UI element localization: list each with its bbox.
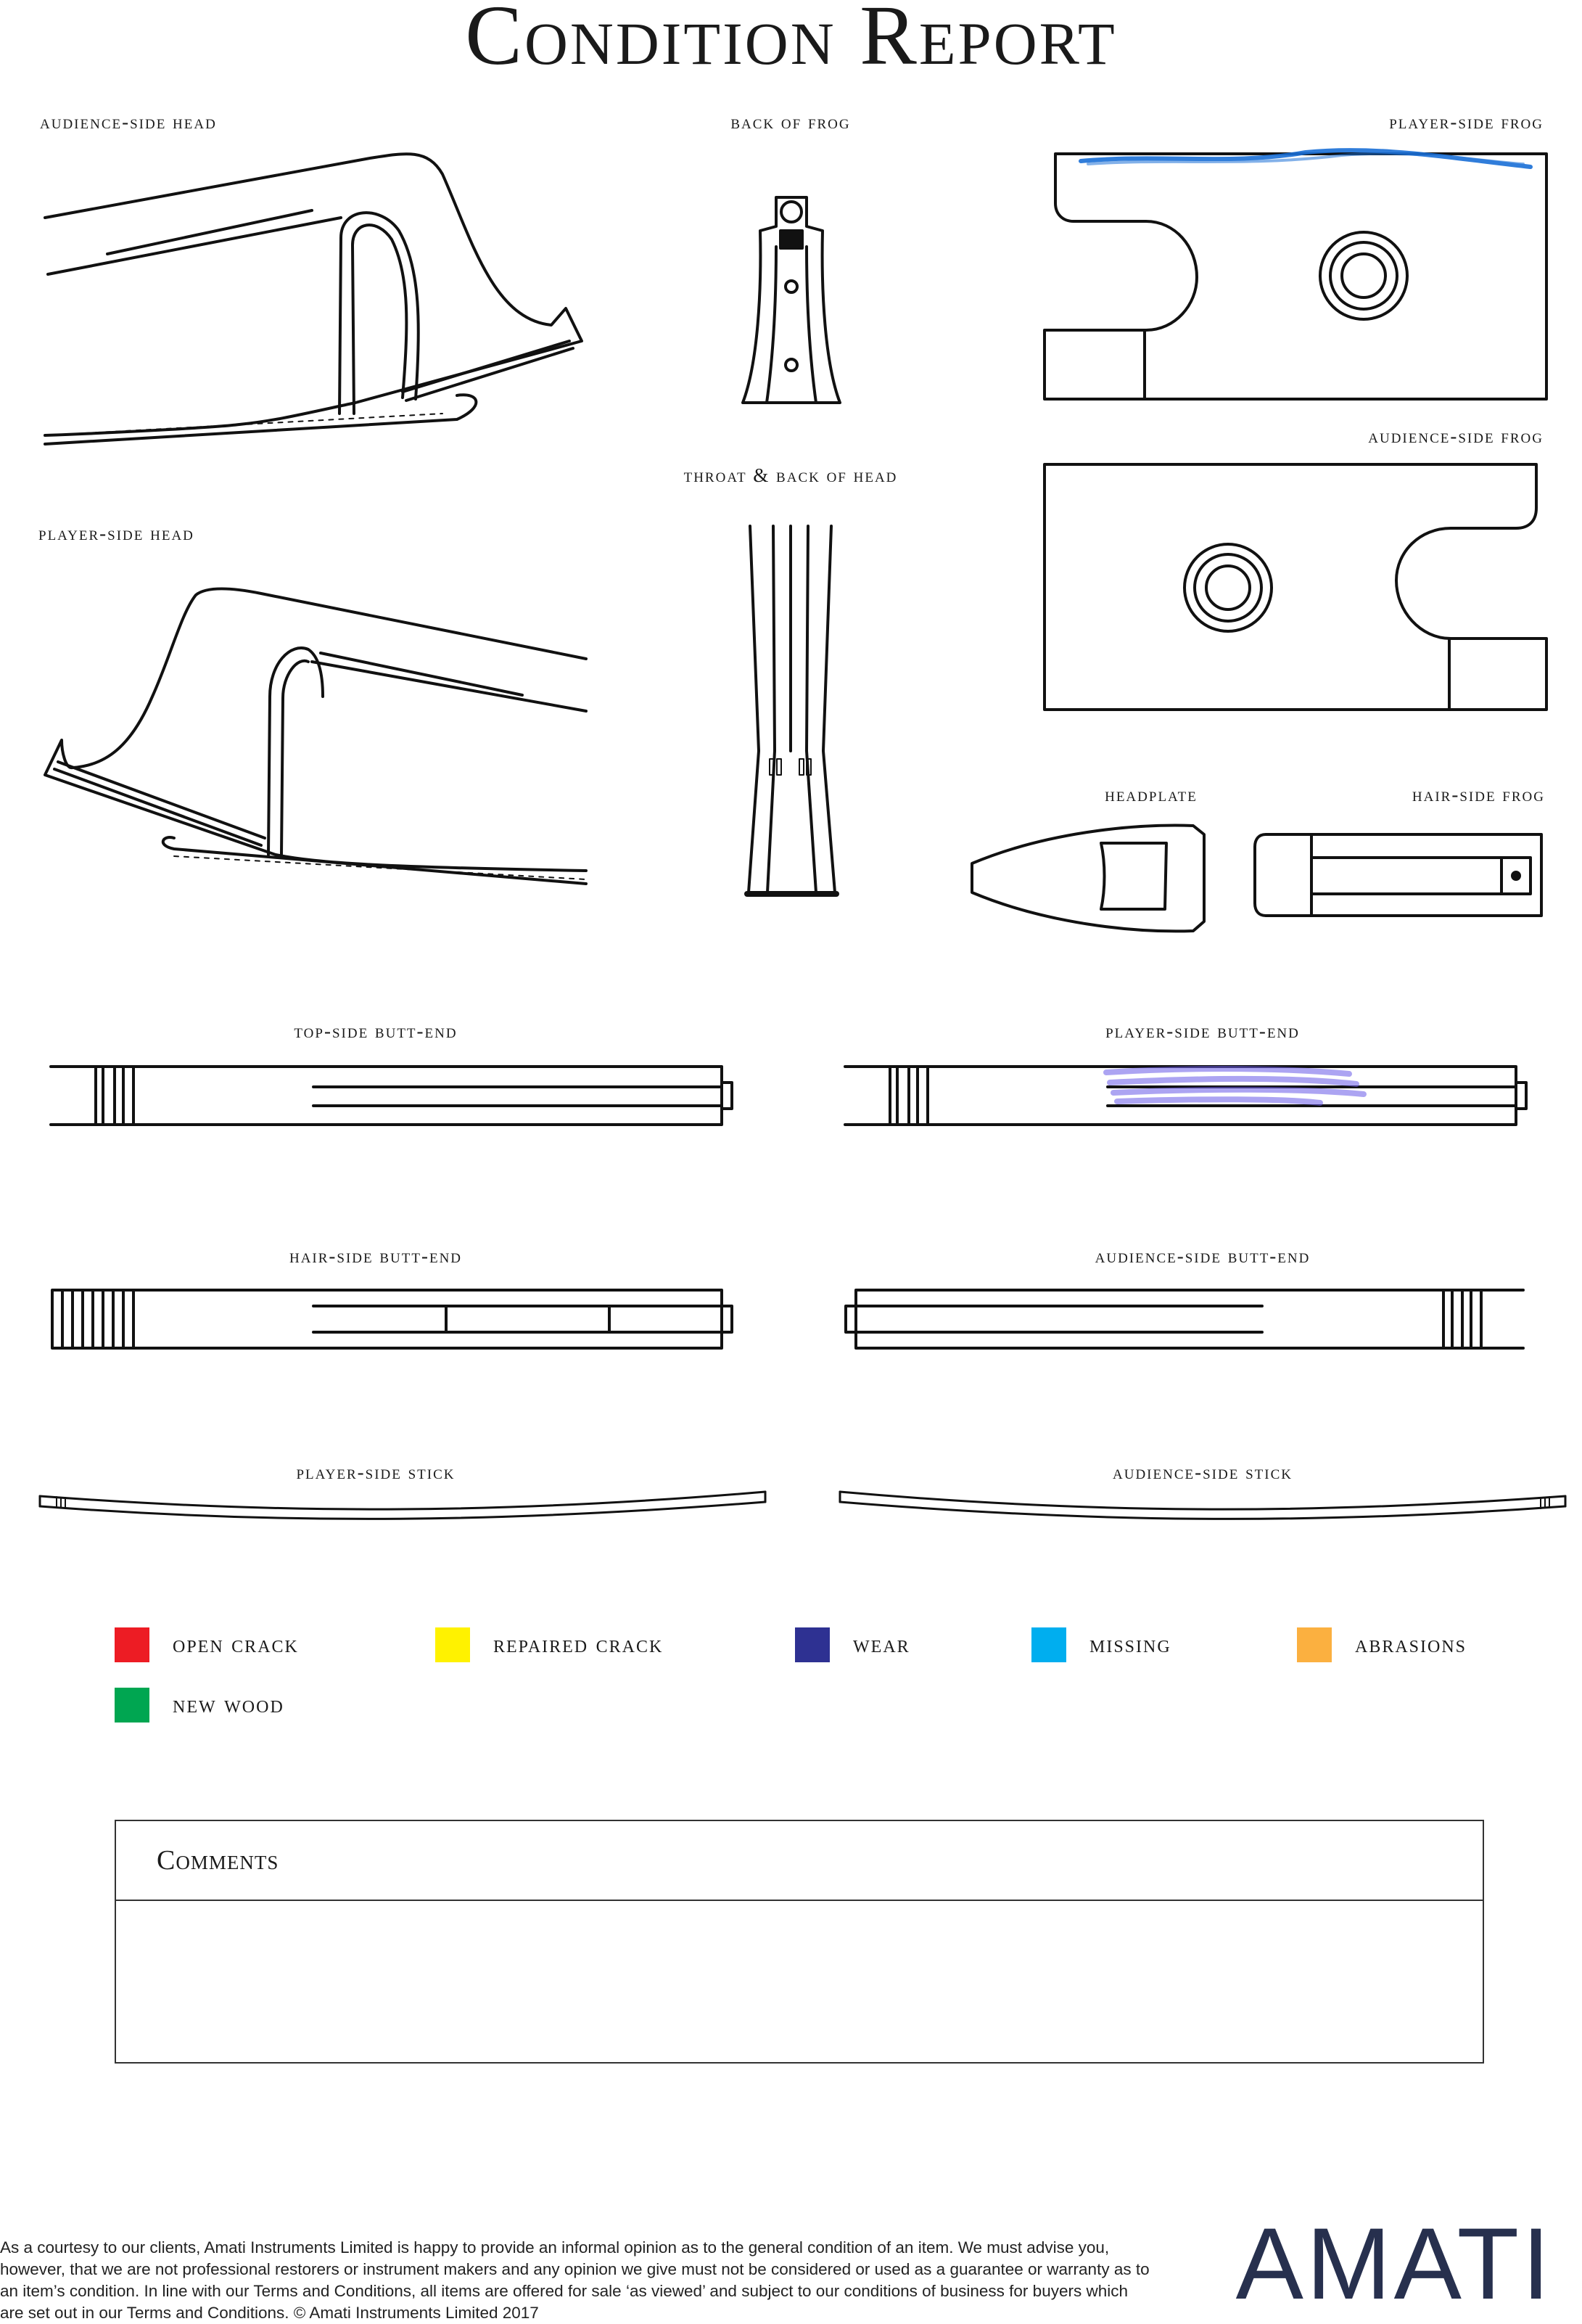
- label-top-side-butt-end: top-side butt-end: [294, 1020, 458, 1042]
- legend-label-open-crack: open crack: [173, 1631, 299, 1658]
- legend-swatch-abrasions: [1297, 1627, 1332, 1662]
- legend-swatch-open-crack: [115, 1627, 149, 1662]
- legend-item-open-crack: [115, 1627, 299, 1662]
- diagram-hair-side-frog[interactable]: [1255, 834, 1541, 916]
- legend-label-wear: wear: [853, 1631, 910, 1658]
- amati-logo: AMATI: [1235, 2206, 1553, 2320]
- legend-item-abrasions: [1297, 1627, 1467, 1662]
- label-audience-side-frog: audience-side frog: [1368, 425, 1544, 447]
- diagram-audience-side-head[interactable]: [45, 154, 582, 444]
- legend-item-missing: [1031, 1627, 1171, 1662]
- label-audience-side-head: audience-side head: [40, 111, 217, 133]
- label-player-side-stick: player-side stick: [296, 1461, 456, 1483]
- comments-box: [115, 1820, 1484, 2064]
- label-back-of-frog: back of frog: [730, 111, 851, 133]
- legend-item-new-wood: [115, 1688, 284, 1723]
- label-headplate: headplate: [1105, 784, 1198, 805]
- legend-item-wear: [795, 1627, 910, 1662]
- legend-label-missing: missing: [1089, 1631, 1171, 1658]
- diagram-headplate[interactable]: [972, 826, 1204, 932]
- diagram-player-side-head[interactable]: [45, 589, 586, 884]
- diagram-player-side-frog[interactable]: [1045, 154, 1546, 399]
- diagram-audience-side-stick[interactable]: [840, 1492, 1565, 1519]
- legend-swatch-new-wood: [115, 1688, 149, 1723]
- legend-label-new-wood: new wood: [173, 1691, 284, 1718]
- legend-item-repaired-crack: [435, 1627, 663, 1662]
- diagram-player-side-stick[interactable]: [40, 1492, 765, 1519]
- legend-swatch-missing: [1031, 1627, 1066, 1662]
- diagram-audience-side-frog[interactable]: [1045, 464, 1546, 710]
- diagram-throat-back-of-head[interactable]: [747, 526, 836, 894]
- label-player-side-butt-end: player-side butt-end: [1105, 1020, 1300, 1042]
- label-player-side-frog: player-side frog: [1389, 111, 1544, 133]
- disclaimer-text: As a courtesy to our clients, Amati Instruments Limited is happy to provide an informal opinion as to the general condition of an item. We must advise you, however, that we are not professional restorers or instrument makers and any opinion we give must not be considered or used as a guarantee or warranty as to an item’s condition. In line with our Terms and Conditions, all items are offered for sale ‘as viewed’ and subject to our conditions of business for buyers which are set out in our Terms and Conditions. © Amati Instruments Limited 2017: [0, 2238, 1150, 2322]
- label-hair-side-butt-end: hair-side butt-end: [289, 1245, 463, 1267]
- label-hair-side-frog: hair-side frog: [1412, 784, 1545, 805]
- legend-label-repaired-crack: repaired crack: [493, 1631, 664, 1658]
- diagram-player-side-butt-end[interactable]: [845, 1067, 1526, 1125]
- legend-label-abrasions: abrasions: [1355, 1631, 1467, 1658]
- diagram-back-of-frog[interactable]: [743, 197, 840, 403]
- legend-swatch-repaired-crack: [435, 1627, 470, 1662]
- diagram-hair-side-butt-end[interactable]: [52, 1290, 732, 1348]
- comments-heading: Comments: [116, 1821, 1483, 1901]
- label-player-side-head: player-side head: [38, 522, 194, 544]
- comments-field[interactable]: [116, 1901, 1483, 2064]
- page-title: Condition Report: [465, 0, 1117, 83]
- diagram-audience-side-butt-end[interactable]: [846, 1290, 1523, 1348]
- label-audience-side-stick: audience-side stick: [1113, 1461, 1293, 1483]
- label-audience-side-butt-end: audience-side butt-end: [1095, 1245, 1311, 1267]
- diagram-top-side-butt-end[interactable]: [51, 1067, 732, 1125]
- legend-swatch-wear: [795, 1627, 830, 1662]
- label-throat-back-of-head: throat & back of head: [683, 464, 898, 486]
